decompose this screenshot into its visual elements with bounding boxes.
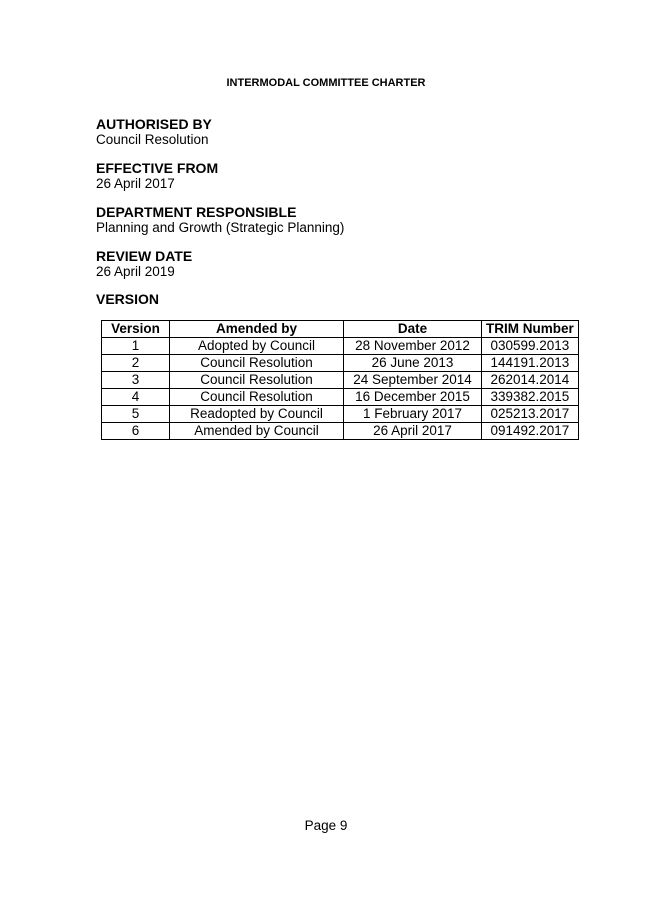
- amended-by-cell: Council Resolution: [170, 389, 344, 406]
- version-cell: 1: [102, 338, 170, 355]
- date-cell: 24 September 2014: [344, 372, 482, 389]
- review-date-heading: REVIEW DATE: [96, 248, 193, 264]
- date-cell: 26 April 2017: [344, 423, 482, 440]
- table-row: [102, 389, 579, 406]
- amended-by-cell: Amended by Council: [170, 423, 344, 440]
- authorised-by-value: Council Resolution: [96, 132, 209, 147]
- department-responsible-value: Planning and Growth (Strategic Planning): [96, 220, 345, 235]
- department-responsible-heading: DEPARTMENT RESPONSIBLE: [96, 204, 297, 220]
- version-table: [101, 320, 579, 440]
- amended-by-cell: Council Resolution: [170, 372, 344, 389]
- review-date-value: 26 April 2019: [96, 264, 175, 279]
- date-cell: 26 June 2013: [344, 355, 482, 372]
- column-header-trim-number: TRIM Number: [482, 321, 579, 338]
- trim-number-cell: 091492.2017: [482, 423, 579, 440]
- effective-from-value: 26 April 2017: [96, 176, 175, 191]
- column-header-version: Version: [102, 321, 170, 338]
- version-cell: 5: [102, 406, 170, 423]
- table-row: [102, 355, 579, 372]
- date-cell: 28 November 2012: [344, 338, 482, 355]
- version-cell: 2: [102, 355, 170, 372]
- effective-from-section: [96, 160, 218, 192]
- page-number: Page 9: [304, 818, 348, 833]
- column-header-amended-by: Amended by: [170, 321, 344, 338]
- column-header-date: Date: [344, 321, 482, 338]
- date-cell: 1 February 2017: [344, 406, 482, 423]
- authorised-by-heading: AUTHORISED BY: [96, 116, 212, 132]
- amended-by-cell: Adopted by Council: [170, 338, 344, 355]
- document-title: INTERMODAL COMMITTEE CHARTER: [226, 77, 426, 89]
- amended-by-cell: Council Resolution: [170, 355, 344, 372]
- table-row: [102, 338, 579, 355]
- table-row: [102, 423, 579, 440]
- version-cell: 3: [102, 372, 170, 389]
- version-section: [96, 291, 159, 307]
- trim-number-cell: 262014.2014: [482, 372, 579, 389]
- version-heading: VERSION: [96, 291, 160, 307]
- trim-number-cell: 144191.2013: [482, 355, 579, 372]
- table-row: [102, 372, 579, 389]
- authorised-by-section: [96, 116, 212, 148]
- effective-from-heading: EFFECTIVE FROM: [96, 160, 219, 176]
- amended-by-cell: Readopted by Council: [170, 406, 344, 423]
- date-cell: 16 December 2015: [344, 389, 482, 406]
- table-row: [102, 406, 579, 423]
- trim-number-cell: 030599.2013: [482, 338, 579, 355]
- trim-number-cell: 339382.2015: [482, 389, 579, 406]
- version-cell: 4: [102, 389, 170, 406]
- table-header-row: [102, 321, 579, 338]
- version-cell: 6: [102, 423, 170, 440]
- department-responsible-section: [96, 204, 344, 236]
- trim-number-cell: 025213.2017: [482, 406, 579, 423]
- review-date-section: [96, 248, 192, 280]
